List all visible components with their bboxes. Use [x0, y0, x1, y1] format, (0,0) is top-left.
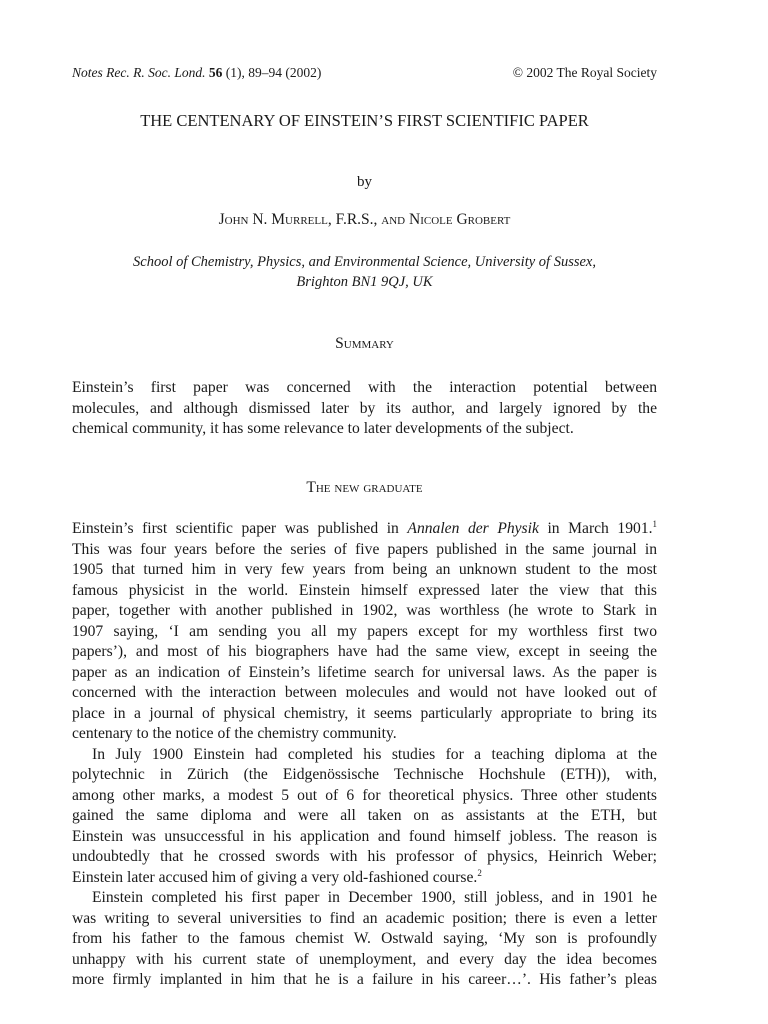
- section-heading-new-graduate: The new graduate: [306, 479, 423, 496]
- byline: by: [357, 174, 372, 190]
- body-line: paper, together with another published in 1902, was worthless (he wrote to Stark in: [72, 602, 657, 619]
- body-text-run: in March 1901.: [538, 520, 653, 537]
- summary-line: Einstein’s first paper was concerned with the interaction potential between: [72, 379, 657, 396]
- paper-page: [72, 0, 657, 1024]
- footnote-marker[interactable]: 2: [477, 867, 482, 878]
- body-line: 1907 saying, ‘I am sending you all my papers except for my worthless first two: [72, 622, 657, 640]
- summary-line: molecules, and although dismissed later by its author, and largely ignored by the: [72, 399, 657, 417]
- body-line: In July 1900 Einstein had completed his studies for a teaching diploma at the: [92, 745, 657, 763]
- journal-citation: [72, 64, 321, 82]
- body-line: place in a journal of physical chemistry, it seems particularly appropriate to bring its: [72, 704, 657, 722]
- body-line: famous physicist in the world. Einstein himself expressed later the view that this: [72, 581, 657, 599]
- affiliation-line-2: Brighton BN1 9QJ, UK: [296, 274, 433, 290]
- body-line: was writing to several universities to find an academic position; there is even a letter: [72, 909, 657, 927]
- author-affiliation: [72, 252, 657, 292]
- author-list: John N. Murrell, F.R.S., and Nicole Grobert: [218, 211, 511, 228]
- body-line: [72, 519, 657, 540]
- body-line: polytechnic in Zürich (the Eidgenössische Technische Hochshule (ETH)), with,: [72, 766, 657, 783]
- body-line: concerned with the interaction between molecules and would not have looked out of: [72, 684, 657, 701]
- journal-issue-pages-year: (1), 89–94 (2002): [225, 65, 322, 80]
- body-text-run: Einstein’s first scientific paper was published in: [72, 520, 408, 537]
- body-line: more firmly implanted in him that he is a failure in his career…’. His father’s pleas: [72, 971, 657, 988]
- paper-title: THE CENTENARY OF EINSTEIN’S FIRST SCIENTIFIC PAPER: [140, 111, 589, 130]
- copyright-notice: © 2002 The Royal Society: [512, 65, 657, 80]
- body-line: Einstein was unsuccessful in his application and found himself jobless. The reason is: [72, 827, 657, 845]
- body-line: gained the same diploma and were all taken on as assistants at the ETH, but: [72, 807, 657, 824]
- body-text-run: Einstein later accused him of giving a very old-fashioned course.: [72, 868, 478, 886]
- summary-paragraph: [72, 378, 657, 440]
- section-body: [72, 519, 657, 991]
- journal-abbrev: Notes Rec. R. Soc. Lond.: [72, 65, 206, 80]
- journal-volume: 56: [208, 65, 223, 80]
- body-line: undoubtedly that he crossed swords with his professor of physics, Heinrich Weber;: [72, 848, 657, 865]
- body-line: [72, 868, 657, 889]
- body-line: unhappy with his current state of unemployment, and every day the idea becomes: [72, 950, 657, 968]
- affiliation-line-1: School of Chemistry, Physics, and Environmental Science, University of Sussex,: [133, 254, 596, 270]
- body-line: centenary to the notice of the chemistry community.: [72, 725, 397, 742]
- summary-line: chemical community, it has some relevance to later developments of the subject.: [72, 420, 574, 437]
- body-line: papers’), and most of his biographers have had the same view, except in seeing the: [72, 643, 657, 660]
- journal-name-italic: Annalen der Physik: [407, 520, 539, 537]
- body-line: among other marks, a modest 5 out of 6 for theoretical physics. Three other students: [72, 786, 657, 804]
- body-line: Einstein completed his first paper in December 1900, still jobless, and in 1901 he: [92, 889, 657, 906]
- summary-heading: Summary: [335, 335, 394, 352]
- body-line: from his father to the famous chemist W. Ostwald saying, ‘My son is profoundly: [72, 930, 657, 947]
- body-line: 1905 that turned him in very few years from being an unknown student to the most: [72, 561, 657, 578]
- footnote-marker[interactable]: 1: [652, 518, 658, 529]
- body-line: paper as an indication of Einstein’s lifetime search for universal laws. As the paper is: [72, 663, 657, 681]
- body-line: This was four years before the series of five papers published in the same journal in: [72, 540, 657, 558]
